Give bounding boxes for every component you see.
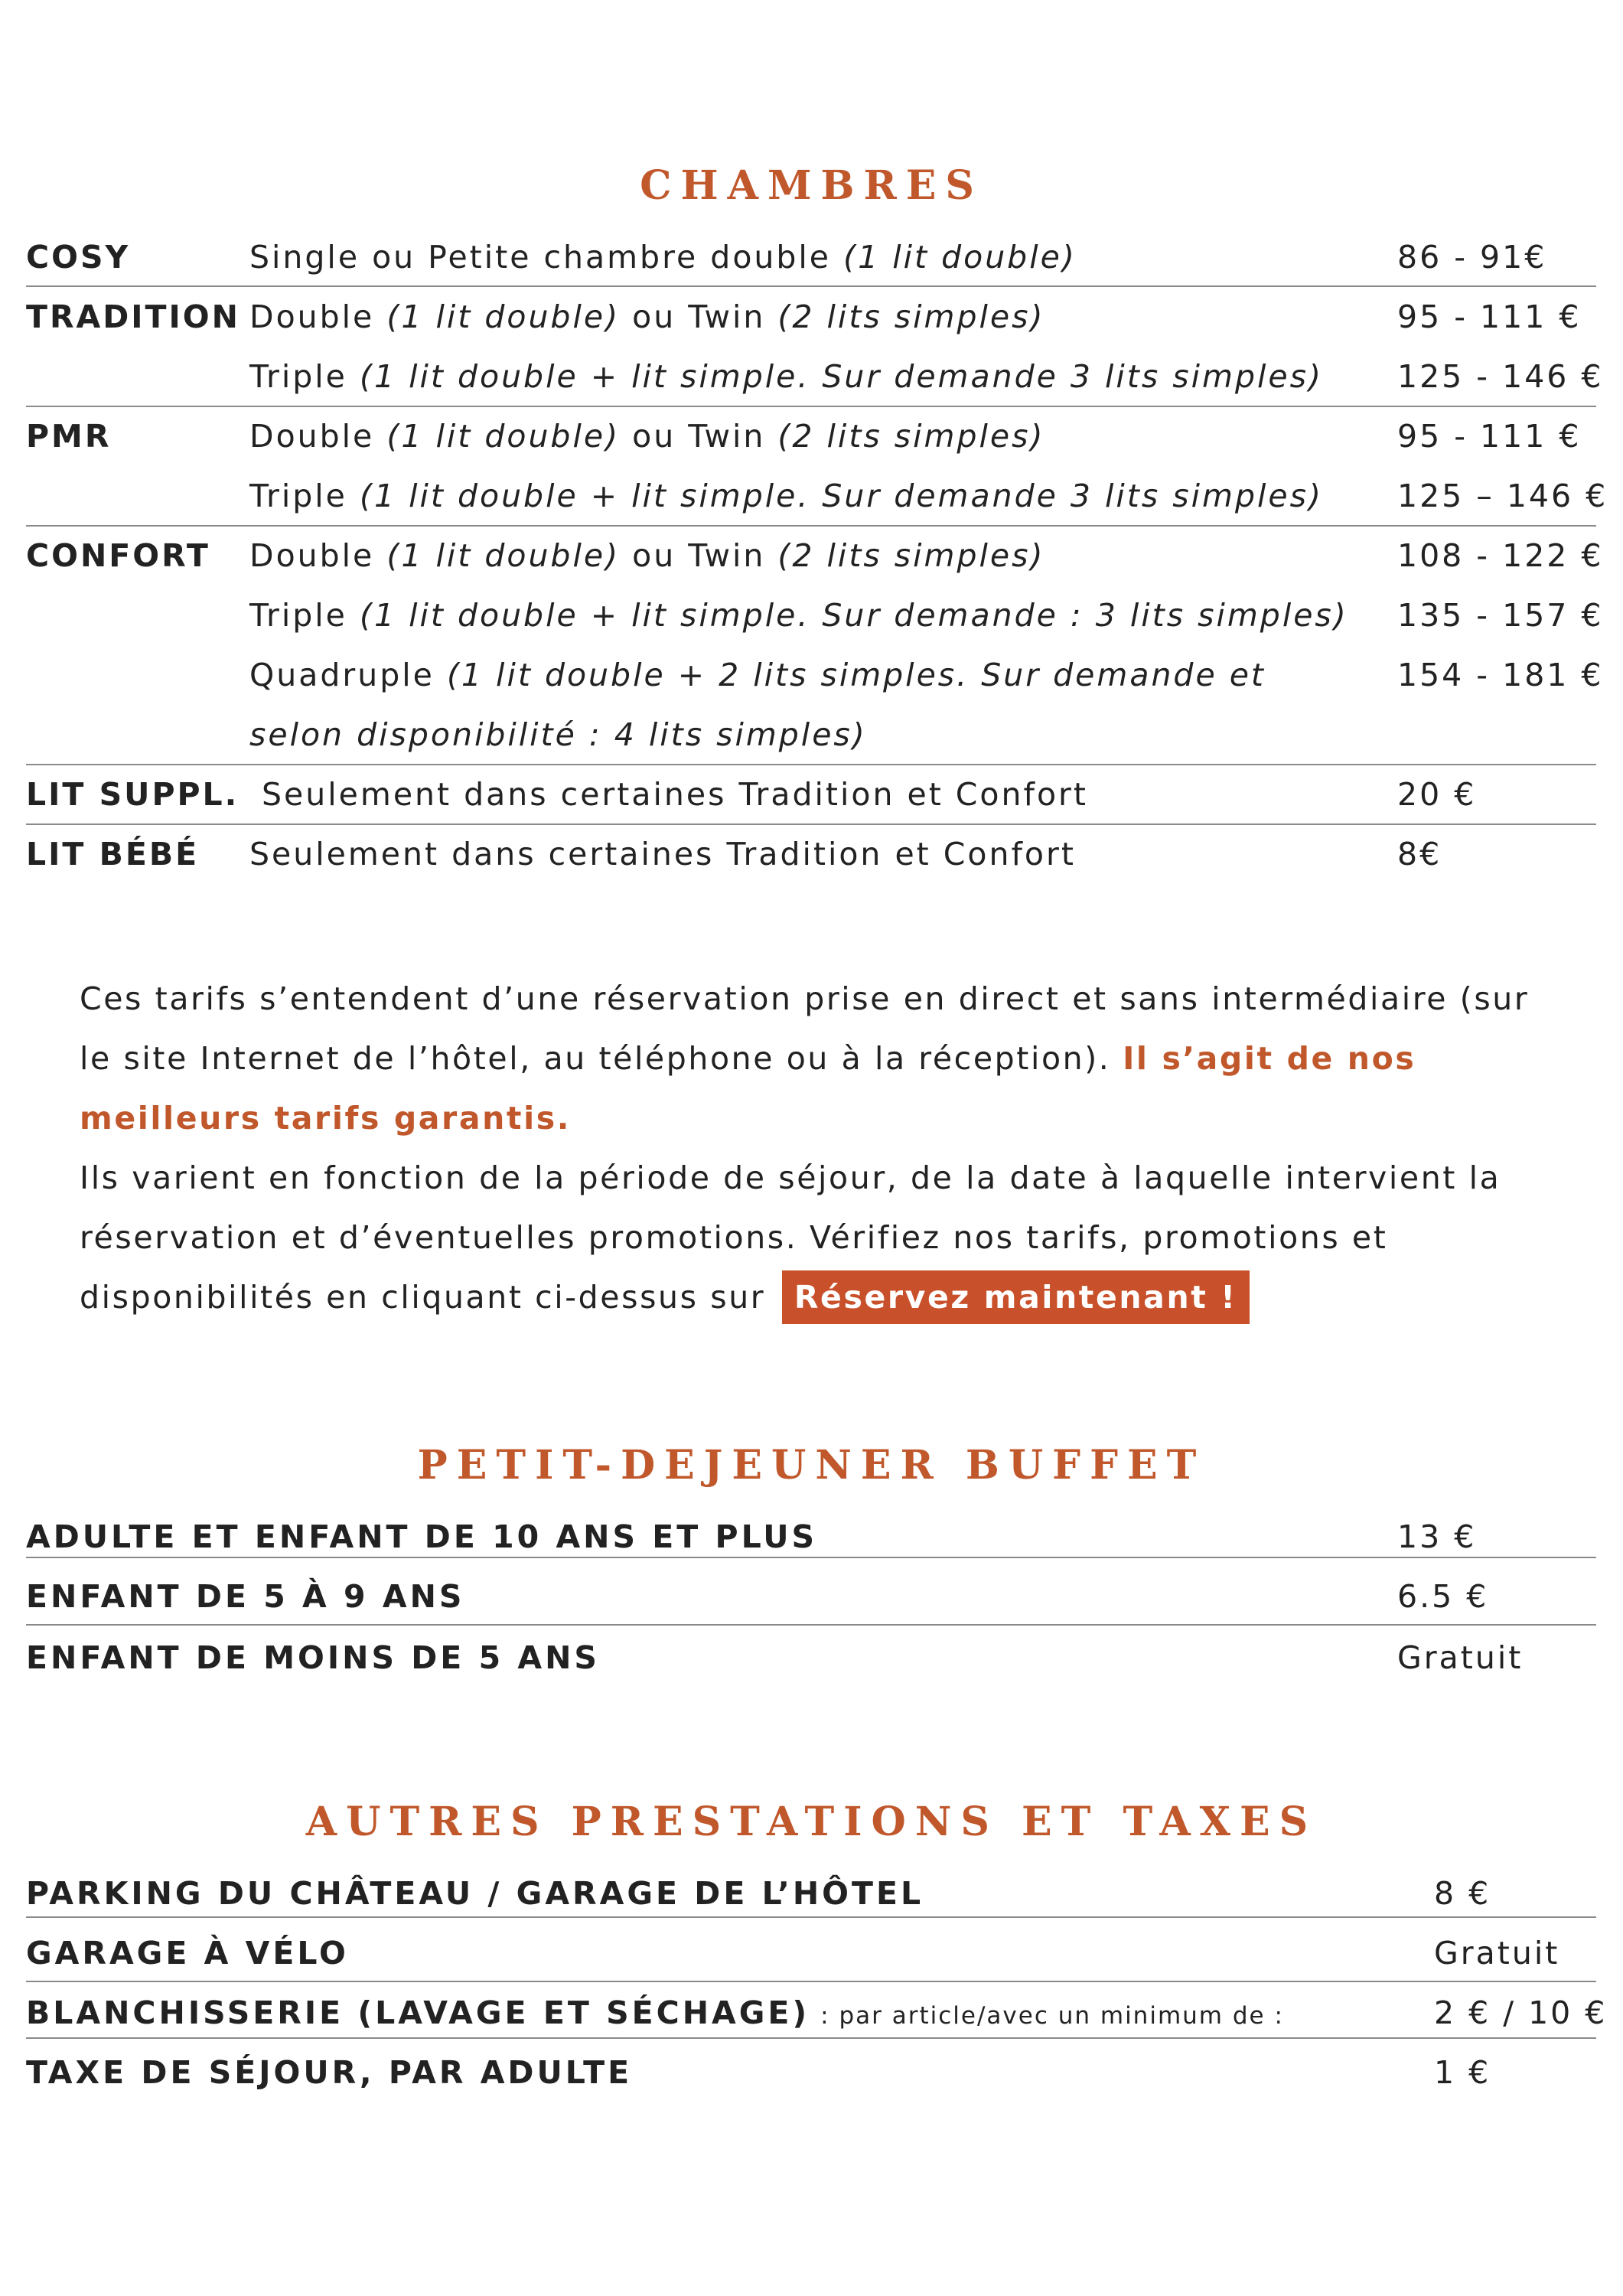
info-paragraph-1: Ces tarifs s’entendent d’une réservation prise en direct et sans intermédiaire (sur le site Internet de l’hôtel, au téléphone ou à la réception). Il s’agit de nos meilleurs tarifs garantis. bbox=[80, 980, 1530, 1137]
room-description: Triple (1 lit double + lit simple. Sur demande 3 lits simples) bbox=[249, 358, 1323, 395]
divider bbox=[26, 1981, 1596, 1982]
buffet-row bbox=[26, 1567, 1596, 1627]
room-row-tradition-double bbox=[26, 288, 1596, 347]
service-price: 2 € / 10 € bbox=[1434, 1994, 1608, 2031]
buffet-label: ENFANT DE MOINS DE 5 ANS bbox=[26, 1639, 600, 1676]
service-row bbox=[26, 1984, 1608, 2043]
reserve-now-button[interactable]: Réservez maintenant ! bbox=[782, 1270, 1250, 1324]
room-description: Quadruple (1 lit double + 2 lits simples. Sur demande et bbox=[249, 657, 1266, 693]
room-description: Single ou Petite chambre double (1 lit double) bbox=[249, 239, 1077, 276]
buffet-label: ADULTE ET ENFANT DE 10 ANS ET PLUS bbox=[26, 1518, 818, 1555]
service-label: BLANCHISSERIE (LAVAGE ET SÉCHAGE) : par article/avec un minimum de : bbox=[26, 1994, 1284, 2031]
divider bbox=[26, 2037, 1596, 2039]
room-row-lit-bebe bbox=[26, 825, 1596, 885]
buffet-title: PETIT-DEJEUNER BUFFET bbox=[417, 1442, 1206, 1489]
room-price: 86 - 91€ bbox=[1397, 239, 1547, 276]
room-price: 108 - 122 € bbox=[1397, 537, 1604, 574]
info-paragraph-2: Ils varient en fonction de la période de séjour, de la date à laquelle intervient la réservation et d’éventuelles promotions. Vérifiez nos tarifs, promotions et disponibilités en cliquant ci-dessus sur Réservez maintenant ! bbox=[80, 1148, 1572, 1327]
room-row-cosy bbox=[26, 228, 1596, 288]
room-price: 125 – 146 € bbox=[1397, 478, 1608, 514]
room-price: 95 - 111 € bbox=[1397, 298, 1582, 335]
room-description: selon disponibilité : 4 lits simples) bbox=[249, 716, 867, 753]
chambres-title: CHAMBRES bbox=[640, 162, 983, 209]
room-description: Double (1 lit double) ou Twin (2 lits simples) bbox=[249, 537, 1045, 574]
service-label: GARAGE À VÉLO bbox=[26, 1935, 349, 1971]
service-row bbox=[26, 2043, 1596, 2103]
room-category: COSY bbox=[26, 239, 131, 276]
room-row-confort-double bbox=[26, 527, 1604, 586]
room-description: Triple (1 lit double + lit simple. Sur demande 3 lits simples) bbox=[249, 478, 1323, 514]
buffet-price: 13 € bbox=[1397, 1518, 1477, 1555]
room-row-confort-triple bbox=[26, 586, 1604, 646]
room-category: LIT SUPPL. bbox=[26, 776, 240, 813]
room-price: 8€ bbox=[1397, 836, 1442, 872]
service-price: 1 € bbox=[1434, 2054, 1491, 2091]
autres-title: AUTRES PRESTATIONS ET TAXES bbox=[305, 1799, 1318, 1845]
room-row-confort-quadruple bbox=[26, 646, 1604, 706]
room-description: Triple (1 lit double + lit simple. Sur demande : 3 lits simples) bbox=[249, 597, 1348, 634]
buffet-price: 6.5 € bbox=[1397, 1578, 1489, 1615]
divider bbox=[26, 285, 1596, 287]
room-row-confort-quadruple-cont bbox=[26, 706, 1596, 765]
room-description: Double (1 lit double) ou Twin (2 lits simples) bbox=[249, 418, 1045, 455]
room-price: 125 - 146 € bbox=[1397, 358, 1604, 395]
service-row bbox=[26, 1924, 1596, 1984]
room-row-lit-suppl bbox=[26, 765, 1596, 825]
service-note: : par article/avec un minimum de : bbox=[820, 2002, 1284, 2030]
divider bbox=[26, 1557, 1596, 1558]
buffet-row bbox=[26, 1508, 1596, 1567]
buffet-label: ENFANT DE 5 À 9 ANS bbox=[26, 1578, 465, 1615]
room-category: TRADITION bbox=[26, 298, 240, 335]
room-price: 95 - 111 € bbox=[1397, 418, 1582, 455]
room-category: LIT BÉBÉ bbox=[26, 836, 200, 872]
room-row-pmr-double bbox=[26, 407, 1596, 467]
divider bbox=[26, 1624, 1596, 1626]
divider bbox=[26, 1916, 1596, 1918]
room-description: Seulement dans certaines Tradition et Confort bbox=[249, 776, 1088, 813]
room-category: PMR bbox=[26, 418, 112, 455]
buffet-price: Gratuit bbox=[1397, 1639, 1524, 1676]
service-price: 8 € bbox=[1434, 1875, 1491, 1912]
room-row-pmr-triple bbox=[26, 467, 1608, 527]
best-rate-highlight: Il s’agit de nos meilleurs tarifs garantis. bbox=[80, 1040, 1416, 1137]
service-label: PARKING DU CHÂTEAU / GARAGE DE L’HÔTEL bbox=[26, 1875, 924, 1912]
room-price: 20 € bbox=[1397, 776, 1477, 813]
room-description: Double (1 lit double) ou Twin (2 lits simples) bbox=[249, 298, 1045, 335]
buffet-row bbox=[26, 1629, 1596, 1688]
room-description: Seulement dans certaines Tradition et Confort bbox=[249, 836, 1076, 872]
service-row bbox=[26, 1864, 1596, 1924]
room-row-tradition-triple bbox=[26, 347, 1604, 407]
room-price: 135 - 157 € bbox=[1397, 597, 1604, 634]
service-price: Gratuit bbox=[1434, 1935, 1560, 1971]
service-label: TAXE DE SÉJOUR, PAR ADULTE bbox=[26, 2054, 633, 2091]
room-category: CONFORT bbox=[26, 537, 210, 574]
room-price: 154 - 181 € bbox=[1397, 657, 1604, 693]
